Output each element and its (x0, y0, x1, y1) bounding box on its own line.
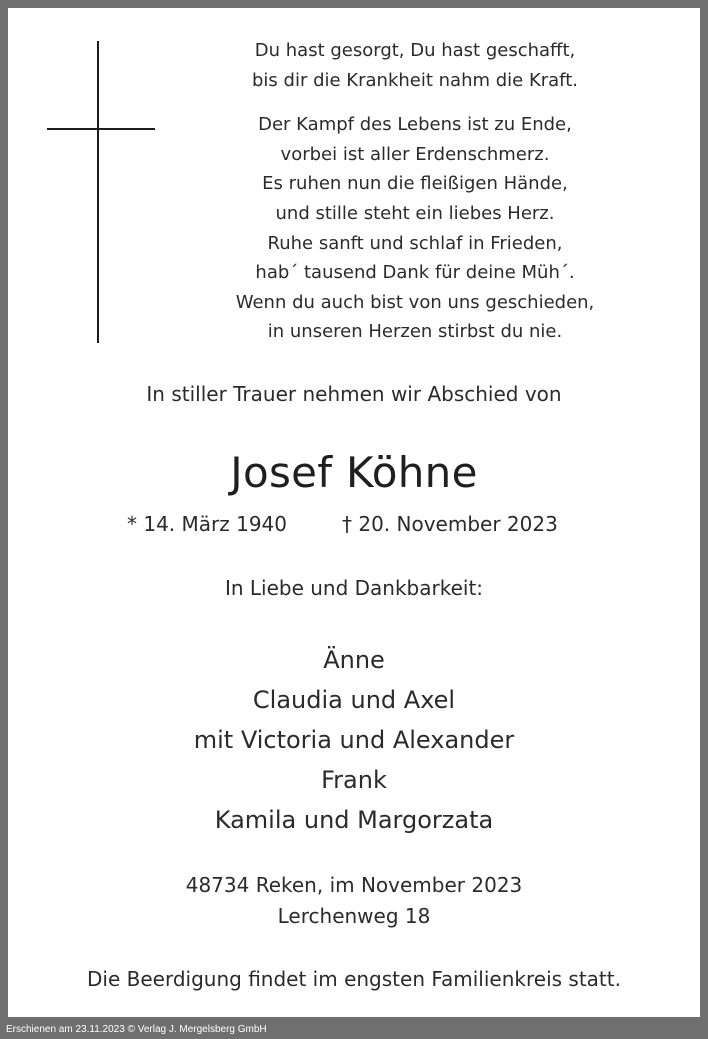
publication-footer: Erschienen am 23.11.2023 © Verlag J. Mergelsberg GmbH (6, 1024, 267, 1035)
cross-icon-bar (47, 128, 155, 130)
poem-line: Der Kampf des Lebens ist zu Ende, (258, 114, 572, 136)
poem-line: und stille steht ein liebes Herz. (275, 202, 555, 224)
poem-line: vorbei ist aller Erdenschmerz. (280, 143, 550, 165)
poem-line: Du hast gesorgt, Du hast geschafft, (254, 40, 576, 61)
poem-stanza-2 (208, 110, 622, 347)
family-list (8, 640, 700, 840)
poem-line: in unseren Herzen stirbst du nie. (267, 321, 563, 343)
place-and-address (8, 870, 700, 932)
thanks-text: In Liebe und Dankbarkeit: (224, 576, 484, 600)
birth-date: * 14. März 1940 (127, 512, 288, 536)
poem-line: bis dir die Krankheit nahm die Kraft. (252, 69, 578, 91)
deceased-name: Josef Köhne (230, 448, 478, 497)
poem-line: Ruhe sanft und schlaf in Frieden, (267, 232, 563, 254)
family-member: Änne (323, 646, 385, 674)
intro-text: In stiller Trauer nehmen wir Abschied von (146, 382, 562, 406)
family-member: Kamila und Margorzata (214, 806, 494, 834)
funeral-note: Die Beerdigung findet im engsten Familienkreis statt. (87, 967, 621, 991)
family-member: mit Victoria und Alexander (193, 726, 515, 754)
poem (208, 36, 622, 347)
cross-icon (97, 41, 99, 343)
poem-stanza-1 (208, 36, 622, 95)
family-member: Claudia und Axel (252, 686, 456, 714)
death-date: † 20. November 2023 (342, 512, 558, 536)
family-member: Frank (321, 766, 387, 794)
obituary-notice (8, 8, 700, 1017)
poem-line: hab´ tausend Dank für deine Müh´. (255, 262, 575, 284)
place-date: 48734 Reken, im November 2023 (185, 873, 523, 897)
poem-line: Wenn du auch bist von uns geschieden, (235, 291, 595, 313)
street-address: Lerchenweg 18 (277, 904, 431, 928)
poem-line: Es ruhen nun die fleißigen Hände, (262, 173, 568, 195)
